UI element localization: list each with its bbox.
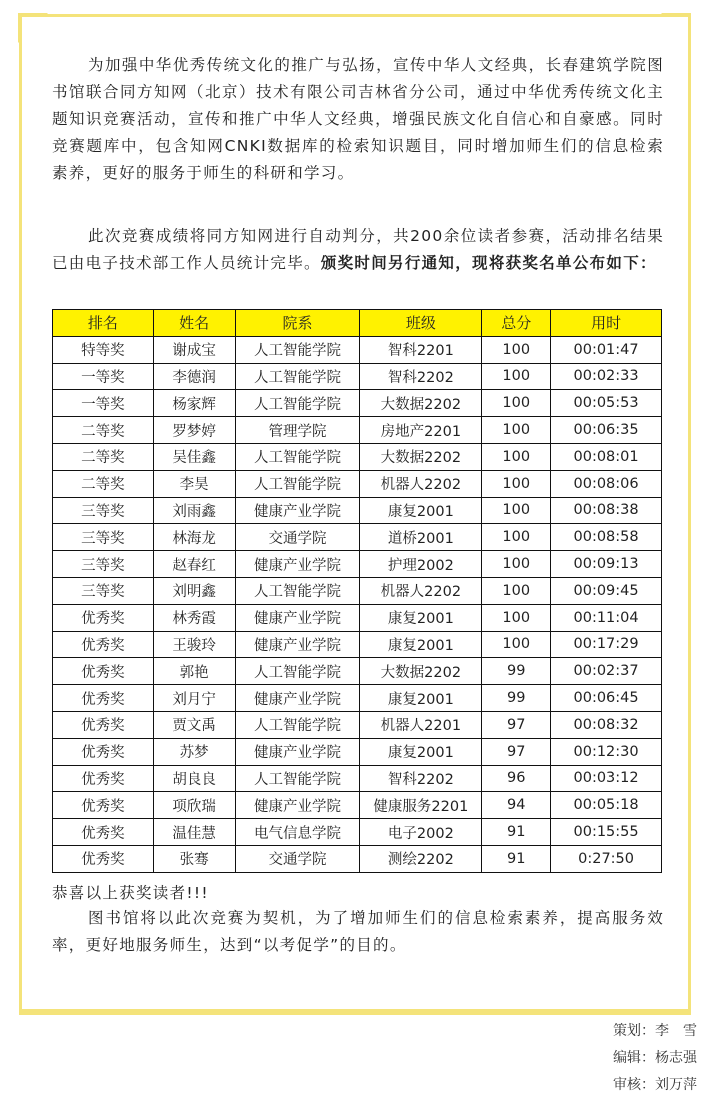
cell-score: 100 bbox=[482, 631, 551, 658]
cell-department: 健康产业学院 bbox=[235, 792, 360, 819]
cell-score: 94 bbox=[482, 792, 551, 819]
cell-class: 机器人2201 bbox=[360, 711, 482, 738]
cell-rank: 优秀奖 bbox=[53, 738, 154, 765]
cell-rank: 优秀奖 bbox=[53, 685, 154, 712]
cell-rank: 二等奖 bbox=[53, 470, 154, 497]
cell-name: 王骏玲 bbox=[153, 631, 235, 658]
cell-rank: 一等奖 bbox=[53, 363, 154, 390]
cell-name: 胡良良 bbox=[153, 765, 235, 792]
table-row bbox=[53, 443, 662, 470]
cell-score: 100 bbox=[482, 390, 551, 417]
cell-class: 大数据2202 bbox=[360, 443, 482, 470]
table-row bbox=[53, 524, 662, 551]
cell-time: 00:17:29 bbox=[551, 631, 662, 658]
cell-department: 人工智能学院 bbox=[235, 443, 360, 470]
cell-time: 00:09:45 bbox=[551, 577, 662, 604]
cell-time: 00:02:37 bbox=[551, 658, 662, 685]
cell-score: 91 bbox=[482, 845, 551, 872]
cell-name: 刘雨鑫 bbox=[153, 497, 235, 524]
cell-rank: 优秀奖 bbox=[53, 658, 154, 685]
intro-paragraph-2-text: 此次竞赛成绩将同方知网进行自动判分，共200余位读者参赛，活动排名结果已由电子技术部工作人员统计完毕。 bbox=[52, 227, 664, 272]
cell-class: 智科2202 bbox=[360, 765, 482, 792]
cell-score: 100 bbox=[482, 524, 551, 551]
credit-editor: 编辑：杨志强 bbox=[613, 1050, 697, 1066]
closing-paragraph: 图书馆将以此次竞赛为契机，为了增加师生们的信息检索素养，提高服务效率，更好地服务师生，达到“以考促学”的目的。 bbox=[52, 909, 664, 954]
credit-planner: 策划：李 雪 bbox=[613, 1023, 697, 1039]
cell-time: 00:05:18 bbox=[551, 792, 662, 819]
cell-class: 电子2002 bbox=[360, 819, 482, 846]
cell-time: 00:11:04 bbox=[551, 604, 662, 631]
cell-class: 大数据2202 bbox=[360, 390, 482, 417]
cell-score: 91 bbox=[482, 819, 551, 846]
header-score: 总分 bbox=[482, 310, 551, 337]
frame-bottom-rule bbox=[19, 1012, 691, 1015]
cell-name: 赵春红 bbox=[153, 551, 235, 578]
cell-class: 康复2001 bbox=[360, 738, 482, 765]
cell-time: 00:06:45 bbox=[551, 685, 662, 712]
header-rank: 排名 bbox=[53, 310, 154, 337]
cell-name: 刘月宁 bbox=[153, 685, 235, 712]
cell-rank: 特等奖 bbox=[53, 336, 154, 363]
cell-score: 99 bbox=[482, 658, 551, 685]
table-row bbox=[53, 551, 662, 578]
header-time: 用时 bbox=[551, 310, 662, 337]
cell-score: 96 bbox=[482, 765, 551, 792]
table-row bbox=[53, 390, 662, 417]
cell-class: 机器人2202 bbox=[360, 577, 482, 604]
cell-department: 健康产业学院 bbox=[235, 685, 360, 712]
cell-name: 张骞 bbox=[153, 845, 235, 872]
table-row bbox=[53, 765, 662, 792]
cell-class: 护理2002 bbox=[360, 551, 482, 578]
award-table-header-row bbox=[53, 310, 662, 337]
cell-time: 00:15:55 bbox=[551, 819, 662, 846]
cell-department: 人工智能学院 bbox=[235, 390, 360, 417]
cell-rank: 优秀奖 bbox=[53, 819, 154, 846]
award-table bbox=[52, 309, 662, 873]
cell-score: 100 bbox=[482, 363, 551, 390]
cell-rank: 三等奖 bbox=[53, 551, 154, 578]
cell-name: 郭艳 bbox=[153, 658, 235, 685]
table-row bbox=[53, 497, 662, 524]
intro-paragraph-1: 为加强中华优秀传统文化的推广与弘扬，宣传中华人文经典，长春建筑学院图书馆联合同方知网（北京）技术有限公司吉林省分公司，通过中华优秀传统文化主题知识竞赛活动，宣传和推广中华人文经典，增强民族文化自信心和自豪感。同时竞赛题库中，包含知网CNKI数据库的检索知识题目，同时增加师生们的信息检索素养，更好的服务于师生的科研和学习。 bbox=[52, 56, 664, 182]
cell-name: 温佳慧 bbox=[153, 819, 235, 846]
table-row bbox=[53, 363, 662, 390]
cell-score: 99 bbox=[482, 685, 551, 712]
cell-score: 100 bbox=[482, 497, 551, 524]
cell-score: 100 bbox=[482, 470, 551, 497]
cell-department: 人工智能学院 bbox=[235, 658, 360, 685]
cell-time: 00:08:38 bbox=[551, 497, 662, 524]
cell-department: 人工智能学院 bbox=[235, 336, 360, 363]
cell-class: 智科2202 bbox=[360, 363, 482, 390]
cell-class: 康复2001 bbox=[360, 497, 482, 524]
cell-department: 电气信息学院 bbox=[235, 819, 360, 846]
table-row bbox=[53, 631, 662, 658]
cell-time: 00:01:47 bbox=[551, 336, 662, 363]
cell-rank: 优秀奖 bbox=[53, 604, 154, 631]
header-class: 班级 bbox=[360, 310, 482, 337]
cell-department: 人工智能学院 bbox=[235, 765, 360, 792]
cell-rank: 优秀奖 bbox=[53, 765, 154, 792]
cell-class: 机器人2202 bbox=[360, 470, 482, 497]
cell-time: 00:08:58 bbox=[551, 524, 662, 551]
cell-department: 人工智能学院 bbox=[235, 363, 360, 390]
cell-name: 贾文禹 bbox=[153, 711, 235, 738]
cell-name: 谢成宝 bbox=[153, 336, 235, 363]
header-name: 姓名 bbox=[153, 310, 235, 337]
cell-class: 健康服务2201 bbox=[360, 792, 482, 819]
cell-class: 道桥2001 bbox=[360, 524, 482, 551]
cell-time: 00:08:06 bbox=[551, 470, 662, 497]
table-row bbox=[53, 845, 662, 872]
cell-name: 刘明鑫 bbox=[153, 577, 235, 604]
table-row bbox=[53, 711, 662, 738]
table-row bbox=[53, 685, 662, 712]
cell-name: 杨家辉 bbox=[153, 390, 235, 417]
cell-rank: 二等奖 bbox=[53, 443, 154, 470]
header-department: 院系 bbox=[235, 310, 360, 337]
table-row bbox=[53, 417, 662, 444]
cell-rank: 优秀奖 bbox=[53, 845, 154, 872]
cell-score: 100 bbox=[482, 443, 551, 470]
cell-department: 交通学院 bbox=[235, 845, 360, 872]
cell-rank: 优秀奖 bbox=[53, 711, 154, 738]
cell-class: 大数据2202 bbox=[360, 658, 482, 685]
table-row bbox=[53, 819, 662, 846]
cell-rank: 一等奖 bbox=[53, 390, 154, 417]
cell-time: 00:08:01 bbox=[551, 443, 662, 470]
cell-time: 0:27:50 bbox=[551, 845, 662, 872]
cell-class: 测绘2202 bbox=[360, 845, 482, 872]
cell-class: 康复2001 bbox=[360, 604, 482, 631]
cell-score: 100 bbox=[482, 551, 551, 578]
cell-time: 00:09:13 bbox=[551, 551, 662, 578]
cell-rank: 优秀奖 bbox=[53, 792, 154, 819]
cell-department: 人工智能学院 bbox=[235, 470, 360, 497]
cell-time: 00:03:12 bbox=[551, 765, 662, 792]
cell-department: 人工智能学院 bbox=[235, 711, 360, 738]
table-row bbox=[53, 658, 662, 685]
cell-rank: 三等奖 bbox=[53, 524, 154, 551]
cell-name: 李昊 bbox=[153, 470, 235, 497]
award-table-body bbox=[53, 336, 662, 872]
cell-name: 项欣瑞 bbox=[153, 792, 235, 819]
cell-department: 健康产业学院 bbox=[235, 497, 360, 524]
table-row bbox=[53, 604, 662, 631]
cell-name: 罗梦婷 bbox=[153, 417, 235, 444]
cell-rank: 三等奖 bbox=[53, 497, 154, 524]
cell-department: 健康产业学院 bbox=[235, 604, 360, 631]
cell-time: 00:05:53 bbox=[551, 390, 662, 417]
cell-class: 智科2201 bbox=[360, 336, 482, 363]
cell-rank: 三等奖 bbox=[53, 577, 154, 604]
table-row bbox=[53, 792, 662, 819]
table-row bbox=[53, 738, 662, 765]
cell-time: 00:02:33 bbox=[551, 363, 662, 390]
cell-score: 100 bbox=[482, 417, 551, 444]
cell-name: 苏梦 bbox=[153, 738, 235, 765]
cell-score: 97 bbox=[482, 738, 551, 765]
intro-paragraph-2 bbox=[52, 223, 664, 277]
cell-class: 康复2001 bbox=[360, 631, 482, 658]
cell-department: 健康产业学院 bbox=[235, 551, 360, 578]
cell-score: 100 bbox=[482, 604, 551, 631]
table-row bbox=[53, 336, 662, 363]
table-row bbox=[53, 470, 662, 497]
cell-name: 吴佳鑫 bbox=[153, 443, 235, 470]
cell-rank: 二等奖 bbox=[53, 417, 154, 444]
cell-department: 健康产业学院 bbox=[235, 738, 360, 765]
cell-department: 交通学院 bbox=[235, 524, 360, 551]
congrats-line: 恭喜以上获奖读者!!! bbox=[52, 884, 209, 902]
cell-score: 97 bbox=[482, 711, 551, 738]
cell-time: 00:12:30 bbox=[551, 738, 662, 765]
credit-reviewer: 审核：刘万萍 bbox=[613, 1077, 697, 1093]
cell-class: 房地产2201 bbox=[360, 417, 482, 444]
cell-name: 林海龙 bbox=[153, 524, 235, 551]
cell-name: 林秀霞 bbox=[153, 604, 235, 631]
cell-time: 00:06:35 bbox=[551, 417, 662, 444]
cell-department: 健康产业学院 bbox=[235, 631, 360, 658]
cell-department: 人工智能学院 bbox=[235, 577, 360, 604]
cell-score: 100 bbox=[482, 577, 551, 604]
award-notice-bold: 颁奖时间另行通知，现将获奖名单公布如下： bbox=[320, 254, 657, 272]
cell-department: 管理学院 bbox=[235, 417, 360, 444]
table-row bbox=[53, 577, 662, 604]
cell-score: 100 bbox=[482, 336, 551, 363]
cell-time: 00:08:32 bbox=[551, 711, 662, 738]
cell-rank: 优秀奖 bbox=[53, 631, 154, 658]
cell-class: 康复2001 bbox=[360, 685, 482, 712]
cell-name: 李德润 bbox=[153, 363, 235, 390]
